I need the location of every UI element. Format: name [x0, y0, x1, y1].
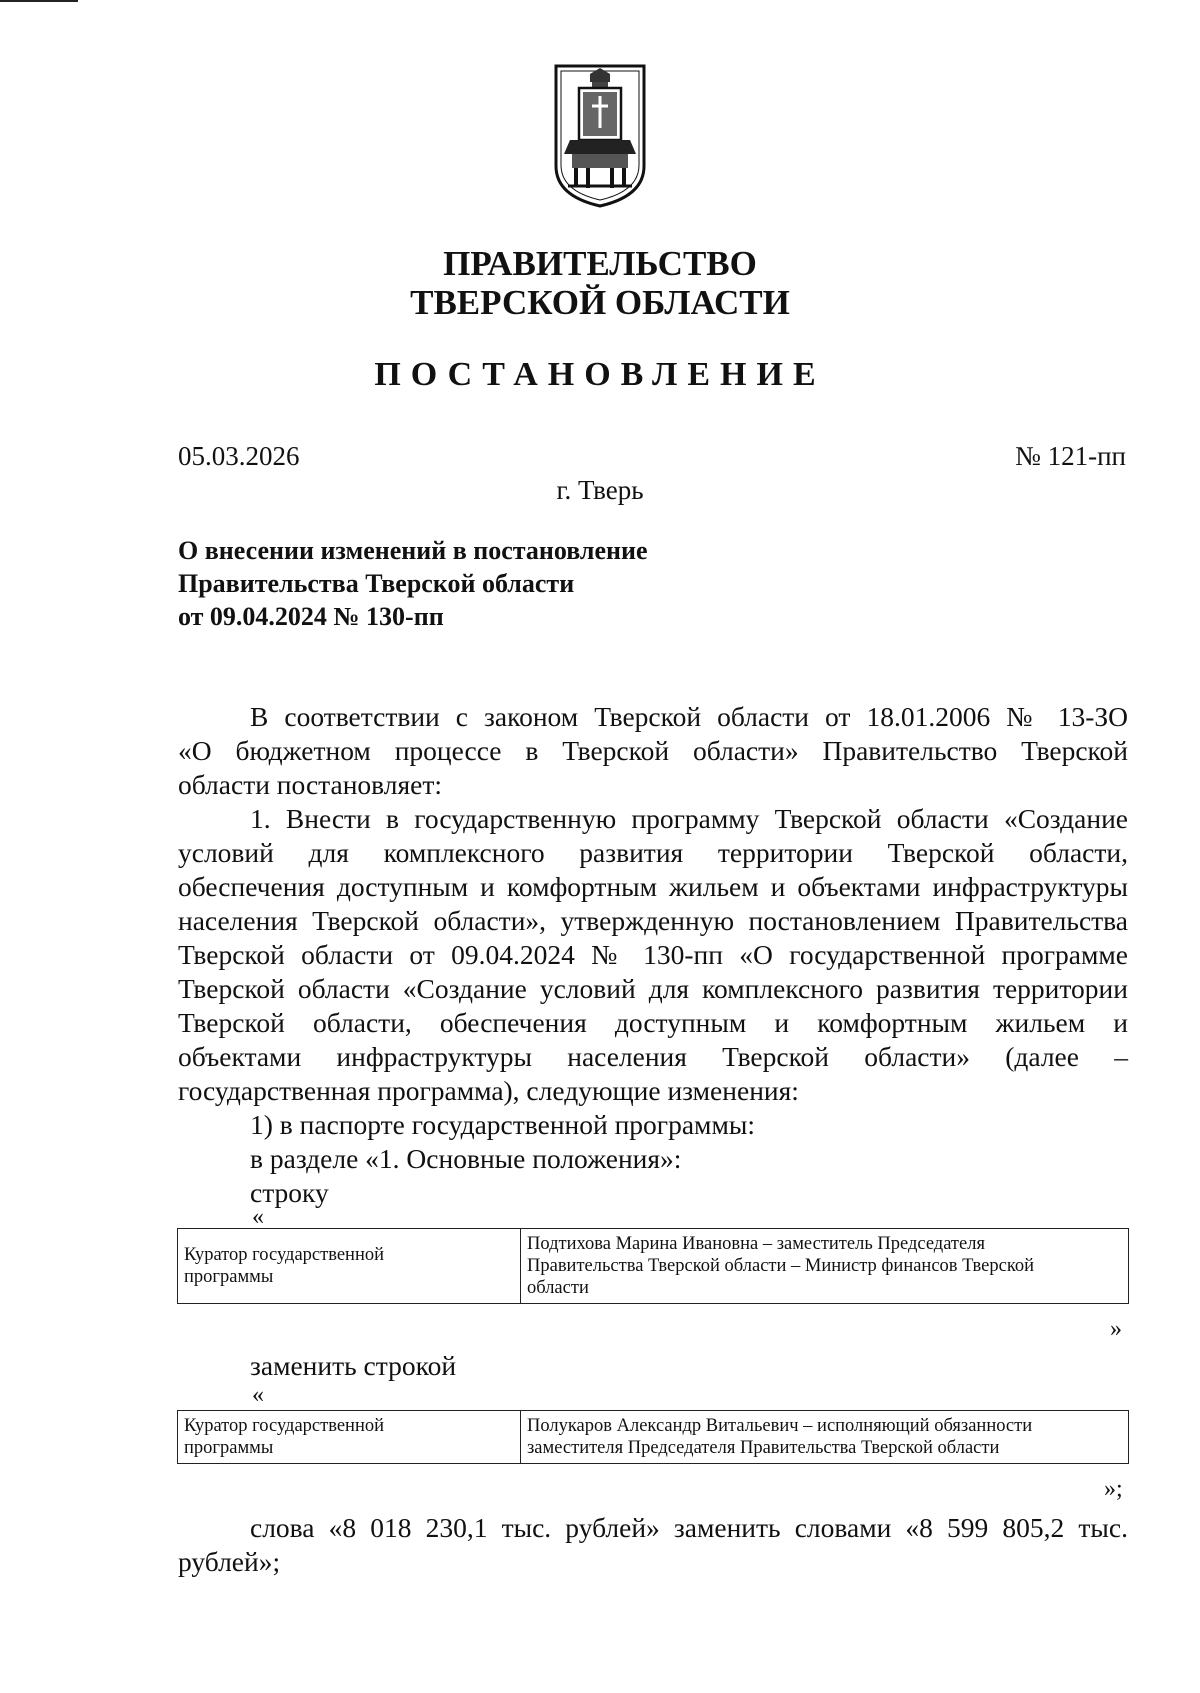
quote-close-semicolon: »;	[1104, 1476, 1123, 1502]
subject-line: О внесении изменений в постановление	[178, 536, 648, 565]
subject-line: от 09.04.2024 № 130-пп	[178, 602, 444, 631]
body-line: населения Тверской области», утвержденную постановлением Правительства	[178, 905, 1128, 936]
body-line: Тверской области от 09.04.2024 № 130-пп «О государственной программе	[178, 939, 1128, 970]
body-line: рублей»;	[178, 1546, 281, 1577]
body-line: В соответствии с законом Тверской области от 18.01.2006 № 13-ЗО	[250, 701, 1128, 732]
quote-open: «	[252, 1204, 264, 1230]
coat-of-arms-icon	[552, 62, 648, 210]
body-line: «О бюджетном процессе в Тверской области» Правительство Тверской	[178, 735, 1128, 766]
cell-text: Куратор государственной	[184, 1245, 384, 1265]
body-line: объектами инфраструктуры населения Тверской области» (далее –	[178, 1041, 1128, 1072]
new-curator-table	[177, 1410, 1129, 1464]
cell-text: программы	[184, 1267, 274, 1287]
body-line: области постановляет:	[178, 769, 443, 800]
subject-line: Правительства Тверской области	[178, 569, 575, 598]
table-row	[178, 1229, 1129, 1304]
row-word: строку	[250, 1177, 329, 1208]
body-line: Тверской области, обеспечения доступным и комфортным жильем и	[178, 1007, 1128, 1038]
body-line: слова «8 018 230,1 тыс. рублей» заменить словами «8 599 805,2 тыс.	[250, 1512, 1128, 1543]
body-line: условий для комплексного развития территории Тверской области,	[178, 837, 1128, 868]
cell-text: Куратор государственной	[184, 1416, 384, 1436]
document-date: 05.03.2026	[178, 441, 300, 471]
body-line: Тверской области «Создание условий для комплексного развития территории	[178, 973, 1128, 1004]
old-curator-table	[177, 1228, 1129, 1304]
section-reference: в разделе «1. Основные положения»:	[250, 1143, 682, 1174]
table-cell-value	[521, 1229, 1129, 1304]
cell-text: Подтихова Марина Ивановна – заместитель Председателя	[527, 1234, 985, 1254]
document-type-title: ПОСТАНОВЛЕНИЕ	[374, 356, 826, 393]
scan-edge-mark	[0, 0, 78, 2]
body-line: обеспечения доступным и комфортным жильем и объектами инфраструктуры	[178, 871, 1128, 902]
cell-text: заместителя Председателя Правительства Тверской области	[527, 1438, 1000, 1458]
body-line: государственная программа), следующие изменения:	[178, 1075, 799, 1106]
table-cell-label	[178, 1229, 521, 1304]
government-title-line1: ПРАВИТЕЛЬСТВО	[443, 244, 757, 283]
table-cell-label	[178, 1411, 521, 1464]
cell-text: Полукаров Александр Витальевич – исполняющий обязанности	[527, 1416, 1033, 1436]
cell-text: области	[527, 1278, 589, 1298]
list-item: 1) в паспорте государственной программы:	[250, 1109, 755, 1140]
table-cell-value	[521, 1411, 1129, 1464]
cell-text: Правительства Тверской области – Министр финансов Тверской	[527, 1256, 1035, 1276]
table-row	[178, 1411, 1129, 1464]
body-line: 1. Внести в государственную программу Тверской области «Создание	[250, 803, 1128, 834]
document-city: г. Тверь	[556, 475, 644, 505]
replace-instruction: заменить строкой	[250, 1350, 457, 1381]
quote-close: »	[1110, 1316, 1122, 1342]
government-title-line2: ТВЕРСКОЙ ОБЛАСТИ	[410, 283, 790, 322]
cell-text: программы	[184, 1438, 274, 1458]
document-subject	[178, 534, 648, 633]
quote-open: «	[252, 1382, 264, 1408]
document-number: № 121-пп	[1015, 441, 1126, 471]
